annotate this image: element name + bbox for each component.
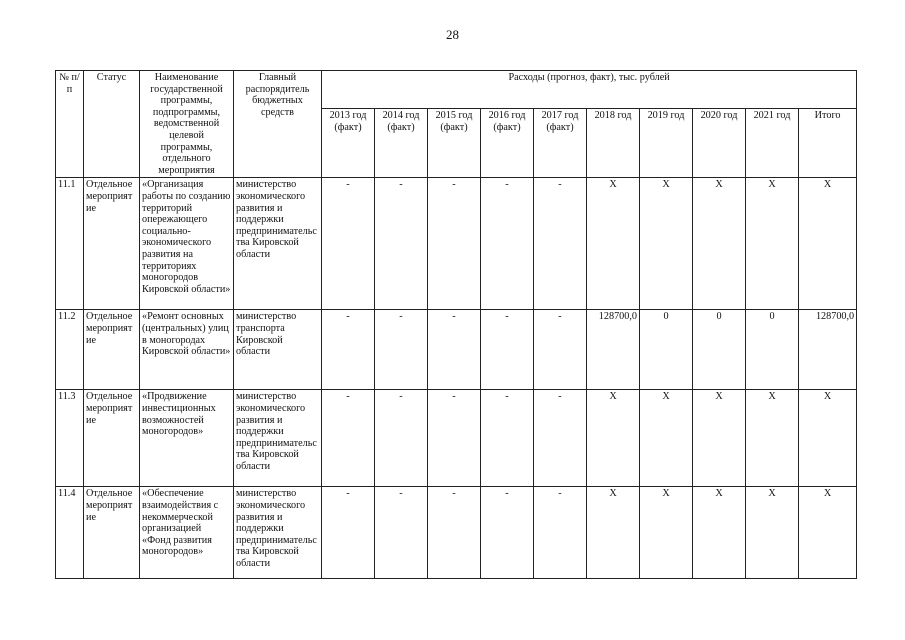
budget-table — [55, 70, 857, 579]
row-admin: министерство экономического развития и поддержки предпринимательства Кировской области — [234, 487, 322, 579]
table-row — [56, 390, 857, 487]
row-name: «Ремонт основных (центральных) улиц в моногородах Кировской области» — [140, 310, 234, 390]
row-value: - — [428, 310, 481, 390]
row-value: X — [640, 390, 693, 487]
row-status: Отдельное мероприятие — [84, 310, 140, 390]
row-value: 0 — [746, 310, 799, 390]
row-value: X — [693, 390, 746, 487]
row-name: «Организация работы по созданию территорий опережающего социально-экономического развития на территориях моногородов Кировской области» — [140, 178, 234, 310]
row-value: 0 — [640, 310, 693, 390]
row-value: - — [534, 178, 587, 310]
row-value: - — [428, 487, 481, 579]
row-value: - — [481, 487, 534, 579]
row-status: Отдельное мероприятие — [84, 390, 140, 487]
row-value: - — [428, 178, 481, 310]
row-num: 11.2 — [56, 310, 84, 390]
row-status: Отдельное мероприятие — [84, 178, 140, 310]
page-number: 28 — [446, 27, 459, 42]
header-year: 2017 год (факт) — [534, 109, 587, 178]
row-total: 128700,0 — [799, 310, 857, 390]
row-value: - — [322, 310, 375, 390]
row-num: 11.1 — [56, 178, 84, 310]
header-year: 2021 год — [746, 109, 799, 178]
row-value: 128700,0 — [587, 310, 640, 390]
row-value: - — [481, 310, 534, 390]
row-value: X — [587, 487, 640, 579]
header-year: 2016 год (факт) — [481, 109, 534, 178]
row-value: X — [746, 487, 799, 579]
row-value: - — [322, 487, 375, 579]
header-admin: Главный распорядитель бюджетных средств — [234, 71, 322, 178]
row-value: - — [534, 390, 587, 487]
header-name: Наименование государственной программы, подпрограммы, ведомственной целевой программы, отдельного мероприятия — [140, 71, 234, 178]
row-value: - — [534, 487, 587, 579]
table-row — [56, 178, 857, 310]
row-value: 0 — [693, 310, 746, 390]
row-value: - — [428, 390, 481, 487]
header-num: № п/п — [56, 71, 84, 178]
row-num: 11.4 — [56, 487, 84, 579]
row-total: X — [799, 178, 857, 310]
header-expenses: Расходы (прогноз, факт), тыс. рублей — [322, 71, 857, 109]
row-value: X — [693, 487, 746, 579]
row-value: - — [375, 487, 428, 579]
row-value: X — [587, 178, 640, 310]
header-year: 2018 год — [587, 109, 640, 178]
header-year: 2014 год (факт) — [375, 109, 428, 178]
row-value: - — [375, 390, 428, 487]
header-year: 2015 год (факт) — [428, 109, 481, 178]
row-value: X — [640, 178, 693, 310]
row-value: - — [322, 178, 375, 310]
header-year: 2020 год — [693, 109, 746, 178]
header-year: 2013 год (факт) — [322, 109, 375, 178]
row-value: X — [746, 178, 799, 310]
row-value: X — [693, 178, 746, 310]
row-num: 11.3 — [56, 390, 84, 487]
row-value: - — [481, 178, 534, 310]
header-status: Статус — [84, 71, 140, 178]
row-admin: министерство экономического развития и поддержки предпринимательства Кировской области — [234, 390, 322, 487]
row-value: - — [322, 390, 375, 487]
row-status: Отдельное мероприятие — [84, 487, 140, 579]
header-total: Итого — [799, 109, 857, 178]
header-year: 2019 год — [640, 109, 693, 178]
row-value: - — [375, 178, 428, 310]
row-value: X — [587, 390, 640, 487]
row-total: X — [799, 390, 857, 487]
row-name: «Обеспечение взаимодействия с некоммерческой организацией «Фонд развития моногородов» — [140, 487, 234, 579]
row-value: - — [481, 390, 534, 487]
row-value: - — [534, 310, 587, 390]
row-admin: министерство транспорта Кировской области — [234, 310, 322, 390]
table-row — [56, 310, 857, 390]
header-row-1 — [56, 71, 857, 109]
row-total: X — [799, 487, 857, 579]
row-name: «Продвижение инвестиционных возможностей моногородов» — [140, 390, 234, 487]
row-value: X — [640, 487, 693, 579]
table-row — [56, 487, 857, 579]
row-admin: министерство экономического развития и поддержки предпринимательства Кировской области — [234, 178, 322, 310]
row-value: X — [746, 390, 799, 487]
row-value: - — [375, 310, 428, 390]
